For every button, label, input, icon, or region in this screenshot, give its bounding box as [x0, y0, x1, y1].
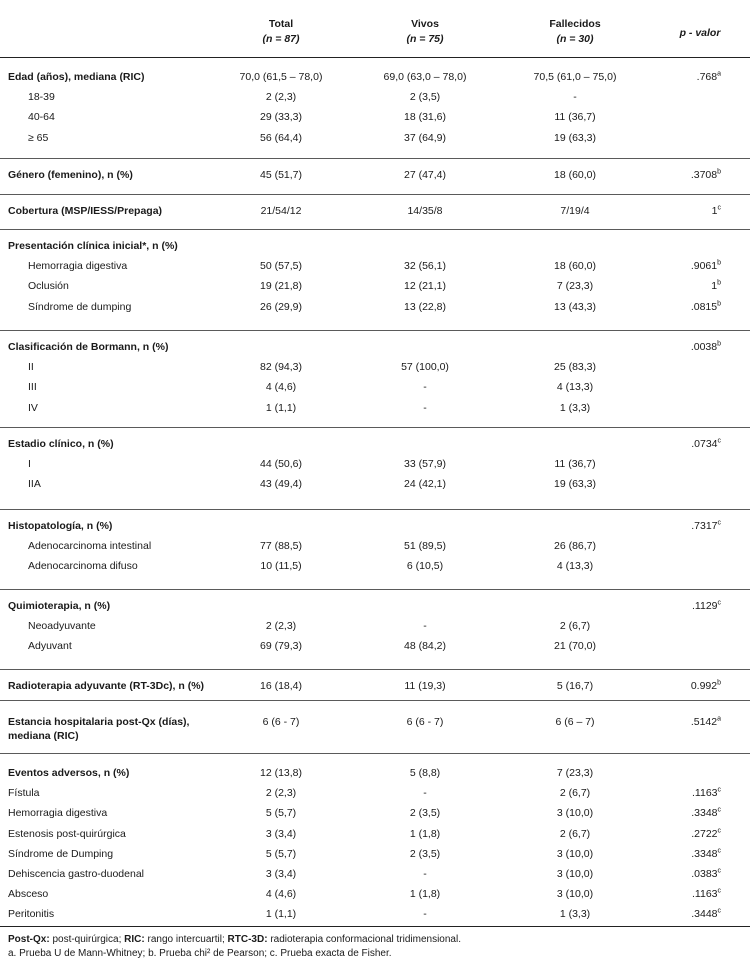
- table-row: [0, 867, 750, 887]
- p-value: .5142: [690, 716, 718, 728]
- cell-vivos: -: [423, 381, 427, 394]
- row-label-text: Edad (años), mediana (RIC): [8, 71, 145, 83]
- footnote-definition: post-quirúrgica;: [49, 934, 125, 945]
- row-label: [28, 110, 55, 124]
- cell-vivos: 1 (1,8): [409, 827, 441, 840]
- cell-vivos: 12 (21,1): [403, 280, 447, 293]
- table-row: [0, 401, 750, 421]
- row-label-text: II: [28, 361, 34, 374]
- cell-total: 2 (2,3): [265, 620, 297, 633]
- cell-p-valor: [646, 847, 721, 861]
- p-value: .0734: [691, 438, 718, 450]
- cell-total: 5 (5,7): [265, 807, 297, 820]
- column-header-vivos: Vivos (n = 75): [406, 18, 444, 45]
- cell-fallecidos: 13 (43,3): [553, 300, 597, 313]
- cell-total: 2 (2,3): [265, 91, 297, 104]
- row-label-text: Hemorragia digestiva: [28, 260, 128, 273]
- table-row: [0, 806, 750, 826]
- p-test-superscript: c: [717, 519, 721, 527]
- row-label: [28, 477, 41, 491]
- cell-fallecidos: 70,5 (61,0 – 75,0): [533, 71, 617, 83]
- p-test-superscript: c: [717, 847, 721, 855]
- p-test-superscript: b: [717, 300, 721, 308]
- cell-total: 43 (49,4): [259, 478, 303, 491]
- row-label-text: 18-39: [28, 91, 55, 104]
- p-test-superscript: b: [717, 340, 721, 348]
- section-divider: [0, 700, 750, 701]
- p-value: .3708: [690, 169, 718, 181]
- cell-fallecidos: 25 (83,3): [553, 361, 597, 374]
- cell-p-valor: [646, 279, 721, 293]
- table-row: [0, 457, 750, 477]
- cell-p-valor: [646, 340, 721, 354]
- cell-total: 44 (50,6): [259, 458, 303, 471]
- row-label-text: ≥ 65: [28, 131, 49, 144]
- cell-fallecidos: 7/19/4: [560, 205, 590, 217]
- cell-vivos: 24 (42,1): [403, 478, 447, 491]
- table-row: [0, 131, 750, 151]
- table-row: [0, 360, 750, 380]
- cell-p-valor: [646, 679, 721, 693]
- footnote-term: Post-Qx:: [8, 934, 50, 945]
- cell-p-valor: [646, 715, 721, 729]
- p-test-superscript: c: [717, 437, 721, 445]
- cell-vivos: -: [423, 908, 427, 921]
- section-header-row: [0, 766, 750, 786]
- table-row: [0, 279, 750, 299]
- row-label: [28, 259, 127, 273]
- p-test-superscript: c: [717, 806, 721, 814]
- table-row: [0, 539, 750, 559]
- row-label-text: Neoadyuvante: [28, 620, 96, 633]
- row-label: [28, 639, 72, 653]
- cell-total: 1 (1,1): [265, 908, 297, 921]
- footnote-tests: a. Prueba U de Mann-Whitney; b. Prueba chi² de Pearson; c. Prueba exacta de Fisher.: [8, 948, 392, 959]
- p-test-superscript: c: [717, 827, 721, 835]
- section-divider: [0, 330, 750, 331]
- cell-fallecidos: 3 (10,0): [556, 807, 594, 820]
- row-label-text: Fístula: [8, 787, 40, 800]
- section-divider: [0, 158, 750, 159]
- row-label: [8, 239, 178, 253]
- cell-vivos: 48 (84,2): [403, 640, 447, 653]
- footnote-abbreviations: [8, 933, 461, 947]
- row-label: [28, 539, 151, 553]
- section-header-row: [0, 437, 750, 457]
- p-value: .0038: [690, 341, 718, 353]
- cell-vivos: 14/35/8: [407, 205, 443, 217]
- column-header-fallecidos: Fallecidos (n = 30): [549, 18, 601, 45]
- cell-fallecidos: 19 (63,3): [553, 478, 597, 491]
- cell-total: 12 (13,8): [259, 767, 303, 779]
- section-divider: [0, 589, 750, 590]
- cell-fallecidos: 26 (86,7): [553, 540, 597, 553]
- row-label: [8, 766, 129, 780]
- cell-total: 26 (29,9): [259, 300, 303, 313]
- p-test-superscript: b: [717, 168, 721, 176]
- section-divider: [0, 229, 750, 230]
- p-test-superscript: b: [717, 679, 721, 687]
- cell-vivos: 33 (57,9): [403, 458, 447, 471]
- cell-fallecidos: 4 (13,3): [556, 560, 594, 573]
- cell-total: 5 (5,7): [265, 847, 297, 860]
- cell-total: 29 (33,3): [259, 111, 303, 124]
- section-divider: [0, 753, 750, 754]
- cell-fallecidos: 11 (36,7): [554, 458, 596, 471]
- cell-fallecidos: 4 (13,3): [556, 381, 594, 394]
- section-divider: [0, 194, 750, 195]
- cell-p-valor: [646, 599, 721, 613]
- table-row: [0, 259, 750, 279]
- cell-total: 16 (18,4): [259, 680, 303, 692]
- row-label-text: Estadio clínico, n (%): [8, 438, 114, 450]
- p-value: .1129: [692, 600, 718, 612]
- p-test-superscript: c: [717, 887, 721, 895]
- row-label-text: Presentación clínica inicial*, n (%): [8, 240, 178, 252]
- p-test-superscript: c: [717, 204, 721, 212]
- cell-fallecidos: 18 (60,0): [553, 260, 597, 273]
- cell-vivos: -: [423, 620, 427, 633]
- row-label-text: Histopatología, n (%): [8, 520, 113, 532]
- section-divider: [0, 669, 750, 670]
- table-row: [0, 90, 750, 110]
- row-label-text: Dehiscencia gastro-duodenal: [8, 868, 145, 880]
- row-label-text: Eventos adversos, n (%): [8, 767, 130, 779]
- cell-vivos: 51 (89,5): [403, 540, 447, 553]
- column-header-total: Total (n = 87): [262, 18, 300, 45]
- row-label: [8, 519, 112, 533]
- p-value: .7317: [691, 520, 718, 532]
- cell-total: 70,0 (61,5 – 78,0): [239, 71, 323, 83]
- cell-total: 3 (3,4): [265, 868, 297, 880]
- cell-total: 1 (1,1): [265, 401, 297, 414]
- row-label: [8, 715, 189, 743]
- p-test-superscript: c: [717, 599, 721, 607]
- p-test-superscript: c: [717, 786, 721, 794]
- table-row: [0, 786, 750, 806]
- row-label: [8, 340, 168, 354]
- cell-total: 3 (3,4): [265, 827, 297, 840]
- row-label-text: Hemorragia digestiva: [8, 807, 108, 820]
- cell-total: 10 (11,5): [260, 560, 302, 573]
- p-test-superscript: a: [717, 715, 721, 723]
- cell-total: 82 (94,3): [259, 361, 303, 374]
- row-label-text: III: [28, 381, 37, 394]
- cell-vivos: 37 (64,9): [403, 131, 447, 144]
- row-label: [28, 300, 131, 314]
- cell-total: 45 (51,7): [259, 169, 303, 181]
- p-test-superscript: c: [717, 907, 721, 915]
- p-test-superscript: b: [717, 259, 721, 267]
- section-header-row: [0, 168, 750, 188]
- row-label-text: Estenosis post-quirúrgica: [8, 827, 126, 840]
- row-label: [8, 204, 162, 218]
- row-label: [8, 786, 40, 800]
- p-value: .3348: [691, 847, 718, 860]
- cell-fallecidos: 7 (23,3): [556, 767, 594, 779]
- cell-total: 77 (88,5): [259, 540, 303, 553]
- p-test-superscript: c: [717, 867, 721, 875]
- table-row: [0, 639, 750, 659]
- column-header-p-valor: p - valor: [679, 27, 721, 39]
- table-row: [0, 827, 750, 847]
- row-label: [8, 679, 204, 693]
- row-label-text: Quimioterapia, n (%): [8, 600, 111, 612]
- row-label-text: Peritonitis: [8, 908, 55, 921]
- cell-p-valor: [646, 827, 721, 841]
- cell-fallecidos: 2 (6,7): [559, 787, 591, 800]
- p-value: .0383: [691, 868, 718, 880]
- table-row: [0, 847, 750, 867]
- cell-vivos: 13 (22,8): [403, 300, 447, 313]
- section-header-row: [0, 340, 750, 360]
- row-label-text: Adenocarcinoma difuso: [28, 560, 138, 573]
- p-value: .0815: [690, 300, 718, 313]
- cell-vivos: -: [423, 787, 427, 800]
- cell-fallecidos: 2 (6,7): [559, 827, 591, 840]
- cell-total: 50 (57,5): [259, 260, 303, 273]
- row-label-text: I: [28, 458, 31, 471]
- table-row: [0, 380, 750, 400]
- row-label-text: Género (femenino), n (%): [8, 169, 133, 181]
- row-label: [8, 806, 107, 820]
- row-label: [8, 887, 48, 901]
- section-header-row: [0, 715, 750, 742]
- cell-vivos: 6 (6 - 7): [406, 716, 444, 728]
- cell-fallecidos: 2 (6,7): [559, 620, 591, 633]
- row-label-text: IIA: [28, 478, 41, 491]
- cell-p-valor: [646, 70, 721, 84]
- row-label-text: Cobertura (MSP/IESS/Prepaga): [8, 205, 163, 217]
- cell-p-valor: [646, 168, 721, 182]
- section-header-row: [0, 599, 750, 619]
- p-value: .3448: [691, 908, 718, 921]
- cell-vivos: 32 (56,1): [403, 260, 447, 273]
- cell-p-valor: [646, 204, 721, 218]
- cell-p-valor: [646, 806, 721, 820]
- cell-p-valor: [646, 907, 721, 921]
- table-row: [0, 110, 750, 130]
- cell-total: 21/54/12: [260, 205, 302, 217]
- row-label-text: Estancia hospitalaria post-Qx (días),: [8, 716, 190, 728]
- cell-total: 4 (4,6): [265, 888, 297, 901]
- row-label-text: Oclusión: [28, 280, 69, 293]
- cell-fallecidos: 5 (16,7): [556, 680, 594, 692]
- row-label: [8, 907, 54, 921]
- cell-fallecidos: 18 (60,0): [553, 169, 597, 181]
- cell-total: 69 (79,3): [259, 640, 303, 653]
- cell-vivos: 2 (3,5): [409, 847, 441, 860]
- cell-vivos: -: [423, 868, 427, 880]
- cell-p-valor: [646, 259, 721, 273]
- p-test-superscript: a: [717, 70, 721, 78]
- cell-vivos: 2 (3,5): [409, 807, 441, 820]
- row-label: [28, 457, 31, 471]
- cell-p-valor: [646, 786, 721, 800]
- p-value: .3348: [691, 807, 718, 820]
- table-bottom-rule: [0, 926, 750, 927]
- row-label: [8, 847, 113, 861]
- cell-total: 19 (21,8): [259, 280, 303, 293]
- row-label: [28, 131, 48, 145]
- cell-fallecidos: 1 (3,3): [559, 908, 591, 921]
- cell-fallecidos: 6 (6 – 7): [555, 716, 595, 728]
- section-header-row: [0, 679, 750, 699]
- section-header-row: [0, 239, 750, 259]
- section-header-row: [0, 70, 750, 90]
- cell-vivos: -: [423, 401, 427, 414]
- cell-total: 2 (2,3): [265, 787, 297, 800]
- row-label: [8, 867, 144, 881]
- p-value: .9061: [690, 260, 718, 273]
- cell-vivos: 2 (3,5): [409, 91, 441, 104]
- row-label: [8, 827, 126, 841]
- row-label: [28, 380, 37, 394]
- section-divider: [0, 427, 750, 428]
- cell-fallecidos: 3 (10,0): [556, 847, 594, 860]
- cell-vivos: 5 (8,8): [409, 767, 441, 779]
- cell-vivos: 6 (10,5): [406, 560, 444, 573]
- row-label-text: Absceso: [8, 888, 49, 901]
- header-rule: [0, 57, 750, 58]
- p-value: 0.992: [690, 680, 718, 692]
- section-header-row: [0, 519, 750, 539]
- cell-p-valor: [646, 519, 721, 533]
- table-row: [0, 559, 750, 579]
- cell-fallecidos: -: [573, 91, 577, 104]
- row-label: [28, 619, 96, 633]
- cell-p-valor: [646, 887, 721, 901]
- cell-total: 56 (64,4): [259, 131, 303, 144]
- p-value: 1: [711, 205, 718, 217]
- row-label: [28, 360, 34, 374]
- row-label: [8, 168, 133, 182]
- footnote-definition: radioterapia conformacional tridimensional.: [267, 934, 461, 945]
- table-row: [0, 619, 750, 639]
- row-label-text: Adenocarcinoma intestinal: [28, 540, 152, 553]
- row-label-text: IV: [28, 401, 38, 414]
- p-value: 1: [711, 280, 718, 293]
- cell-p-valor: [646, 437, 721, 451]
- row-label-text: Clasificación de Bormann, n (%): [8, 341, 169, 353]
- cell-vivos: 18 (31,6): [403, 111, 447, 124]
- footnote-term: RTC-3D:: [227, 934, 268, 945]
- cell-vivos: 27 (47,4): [403, 169, 447, 181]
- cell-total: 6 (6 - 7): [262, 716, 300, 728]
- footnote-term: RIC:: [124, 934, 145, 945]
- cell-p-valor: [646, 300, 721, 314]
- table-row: [0, 907, 750, 927]
- footnote-definition: rango intercuartil;: [144, 934, 228, 945]
- cell-fallecidos: 21 (70,0): [553, 640, 597, 653]
- cell-fallecidos: 3 (10,0): [556, 888, 594, 901]
- p-test-superscript: b: [717, 279, 721, 287]
- cell-vivos: 57 (100,0): [401, 361, 449, 374]
- row-label: [28, 90, 55, 104]
- cell-fallecidos: 3 (10,0): [556, 868, 594, 880]
- p-value: .2722: [691, 827, 718, 840]
- row-label: [8, 70, 145, 84]
- section-header-row: [0, 204, 750, 224]
- row-label-text: Síndrome de dumping: [28, 300, 132, 313]
- cell-fallecidos: 7 (23,3): [556, 280, 594, 293]
- row-label-text: Síndrome de Dumping: [8, 847, 114, 860]
- cell-fallecidos: 1 (3,3): [559, 401, 591, 414]
- section-divider: [0, 509, 750, 510]
- cell-vivos: 11 (19,3): [404, 680, 446, 692]
- p-value: .768: [696, 71, 718, 83]
- row-label: [28, 559, 138, 573]
- cell-fallecidos: 11 (36,7): [554, 111, 596, 124]
- table-row: [0, 300, 750, 320]
- p-value: .1163: [692, 888, 718, 901]
- cell-p-valor: [646, 867, 721, 881]
- row-label: [8, 437, 114, 451]
- table-row: [0, 477, 750, 497]
- row-label: [28, 279, 69, 293]
- cell-fallecidos: 19 (63,3): [553, 131, 597, 144]
- row-label: [8, 599, 110, 613]
- p-value: .1163: [692, 787, 718, 800]
- cell-total: 4 (4,6): [265, 381, 297, 394]
- row-label-text-line2: mediana (RIC): [8, 730, 79, 742]
- row-label-text: Radioterapia adyuvante (RT-3Dc), n (%): [8, 680, 205, 692]
- cell-vivos: 69,0 (63,0 – 78,0): [383, 71, 467, 83]
- row-label-text: 40-64: [28, 111, 55, 124]
- table-row: [0, 887, 750, 907]
- cell-vivos: 1 (1,8): [409, 888, 441, 901]
- row-label-text: Adyuvant: [28, 640, 72, 653]
- row-label: [28, 401, 38, 415]
